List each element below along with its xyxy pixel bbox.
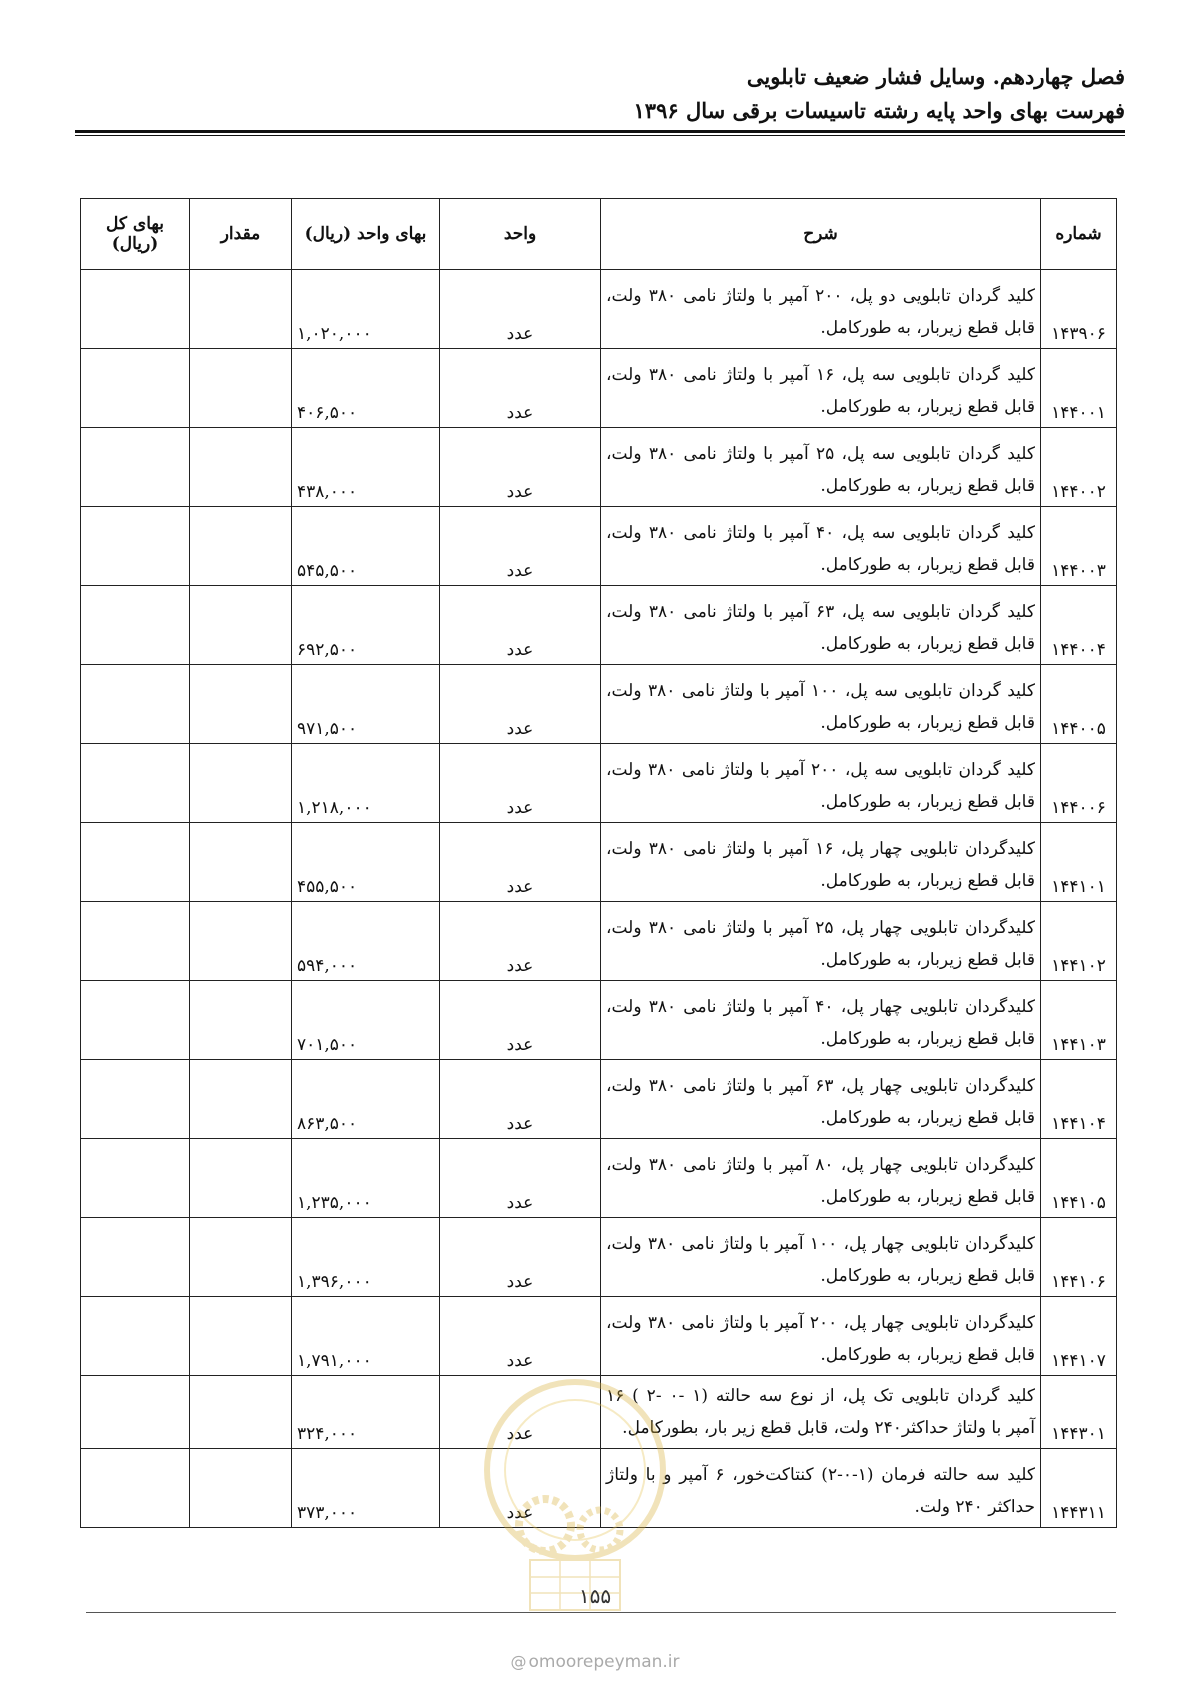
- item-number: ۱۴۴۰۰۳: [1041, 507, 1117, 586]
- table-row: [81, 665, 1117, 744]
- table-row: [81, 744, 1117, 823]
- item-total-price: [81, 1139, 190, 1218]
- at-sign-icon: @: [510, 1652, 527, 1671]
- item-unit-price: ۳۷۳,۰۰۰: [292, 1449, 440, 1528]
- item-unit: عدد: [440, 270, 601, 349]
- column-header-number: شماره: [1041, 199, 1117, 270]
- item-total-price: [81, 981, 190, 1060]
- item-quantity: [190, 1218, 292, 1297]
- table-row: [81, 1139, 1117, 1218]
- item-total-price: [81, 270, 190, 349]
- table-row: [81, 1297, 1117, 1376]
- page-header: [75, 60, 1125, 128]
- item-total-price: [81, 1297, 190, 1376]
- header-rule-thick: [75, 130, 1125, 133]
- item-number: ۱۴۴۱۰۳: [1041, 981, 1117, 1060]
- item-unit-price: ۳۲۴,۰۰۰: [292, 1376, 440, 1449]
- chapter-title: فصل چهاردهم. وسایل فشار ضعیف تابلویی: [746, 64, 1125, 89]
- item-unit-price: ۴۰۶,۵۰۰: [292, 349, 440, 428]
- item-quantity: [190, 428, 292, 507]
- item-unit: عدد: [440, 665, 601, 744]
- item-quantity: [190, 1449, 292, 1528]
- item-unit-price: ۱,۷۹۱,۰۰۰: [292, 1297, 440, 1376]
- item-number: ۱۴۴۳۰۱: [1041, 1376, 1117, 1449]
- item-number: ۱۴۴۱۰۵: [1041, 1139, 1117, 1218]
- item-unit: عدد: [440, 981, 601, 1060]
- item-unit-price: ۱,۲۳۵,۰۰۰: [292, 1139, 440, 1218]
- item-unit: عدد: [440, 586, 601, 665]
- item-number: ۱۴۴۱۰۷: [1041, 1297, 1117, 1376]
- table-row: [81, 428, 1117, 507]
- item-total-price: [81, 586, 190, 665]
- item-number: ۱۴۴۱۰۱: [1041, 823, 1117, 902]
- header-rule-thin: [75, 135, 1125, 136]
- item-quantity: [190, 902, 292, 981]
- item-quantity: [190, 1297, 292, 1376]
- item-description: کلید گردان تابلویی سه پل، ۱۶ آمپر با ولتاژ نامی ۳۸۰ ولت، قابل قطع زیربار، به طورکامل.: [601, 349, 1041, 428]
- item-quantity: [190, 586, 292, 665]
- site-footer[interactable]: [495, 1652, 695, 1672]
- table-header-row: [81, 199, 1117, 270]
- column-header-total-price: بهای کل (ریال): [81, 199, 190, 270]
- item-unit: عدد: [440, 1060, 601, 1139]
- item-unit: عدد: [440, 902, 601, 981]
- item-description: کلید سه حالته فرمان (۱-۰-۲) کنتاکت‌خور، ۶ آمپر و با ولتاژ حداکثر ۲۴۰ ولت.: [601, 1449, 1041, 1528]
- item-quantity: [190, 507, 292, 586]
- item-description: کلیدگردان تابلویی چهار پل، ۱۰۰ آمپر با ولتاژ نامی ۳۸۰ ولت، قابل قطع زیربار، به طورکامل.: [601, 1218, 1041, 1297]
- item-unit: عدد: [440, 507, 601, 586]
- item-unit-price: ۱,۲۱۸,۰۰۰: [292, 744, 440, 823]
- page-number: ۱۵۵: [578, 1584, 612, 1608]
- item-quantity: [190, 665, 292, 744]
- item-description: کلیدگردان تابلویی چهار پل، ۱۶ آمپر با ولتاژ نامی ۳۸۰ ولت، قابل قطع زیربار، به طورکامل.: [601, 823, 1041, 902]
- item-quantity: [190, 349, 292, 428]
- item-description: کلیدگردان تابلویی چهار پل، ۶۳ آمپر با ولتاژ نامی ۳۸۰ ولت، قابل قطع زیربار، به طورکامل.: [601, 1060, 1041, 1139]
- item-unit: عدد: [440, 1449, 601, 1528]
- item-unit: عدد: [440, 1139, 601, 1218]
- item-unit-price: ۱,۳۹۶,۰۰۰: [292, 1218, 440, 1297]
- table-row: [81, 1218, 1117, 1297]
- column-header-unit-price: بهای واحد (ریال): [292, 199, 440, 270]
- item-unit-price: ۴۵۵,۵۰۰: [292, 823, 440, 902]
- item-number: ۱۴۴۰۰۱: [1041, 349, 1117, 428]
- item-number: ۱۴۴۰۰۵: [1041, 665, 1117, 744]
- item-description: کلید گردان تابلویی سه پل، ۴۰ آمپر با ولتاژ نامی ۳۸۰ ولت، قابل قطع زیربار، به طورکامل.: [601, 507, 1041, 586]
- footer-rule: [86, 1612, 1116, 1613]
- item-total-price: [81, 665, 190, 744]
- item-unit: عدد: [440, 349, 601, 428]
- item-total-price: [81, 507, 190, 586]
- item-description: کلید گردان تابلویی تک پل، از نوع سه حالته (۱ -۰ -۲ ) ۱۶ آمپر با ولتاژ حداکثر۲۴۰ ولت، قابل قطع زیر بار، بطورکامل.: [601, 1376, 1041, 1449]
- list-title: فهرست بهای واحد پایه رشته تاسیسات برقی سال ۱۳۹۶: [633, 98, 1125, 123]
- table-row: [81, 586, 1117, 665]
- item-description: کلیدگردان تابلویی چهار پل، ۲۵ آمپر با ولتاژ نامی ۳۸۰ ولت، قابل قطع زیربار، به طورکامل.: [601, 902, 1041, 981]
- item-unit-price: ۱,۰۲۰,۰۰۰: [292, 270, 440, 349]
- table-row: [81, 981, 1117, 1060]
- item-number: ۱۴۴۱۰۴: [1041, 1060, 1117, 1139]
- item-total-price: [81, 349, 190, 428]
- item-total-price: [81, 1060, 190, 1139]
- table-row: [81, 902, 1117, 981]
- item-description: کلید گردان تابلویی سه پل، ۲۵ آمپر با ولتاژ نامی ۳۸۰ ولت، قابل قطع زیربار، به طورکامل.: [601, 428, 1041, 507]
- item-description: کلید گردان تابلویی دو پل، ۲۰۰ آمپر با ولتاژ نامی ۳۸۰ ولت، قابل قطع زیربار، به طورکامل.: [601, 270, 1041, 349]
- site-address[interactable]: omoorepeyman.ir: [528, 1652, 680, 1672]
- item-quantity: [190, 1139, 292, 1218]
- item-total-price: [81, 1376, 190, 1449]
- table-row: [81, 507, 1117, 586]
- item-unit-price: ۹۷۱,۵۰۰: [292, 665, 440, 744]
- column-header-description: شرح: [601, 199, 1041, 270]
- item-description: کلید گردان تابلویی سه پل، ۶۳ آمپر با ولتاژ نامی ۳۸۰ ولت، قابل قطع زیربار، به طورکامل.: [601, 586, 1041, 665]
- table-row: [81, 823, 1117, 902]
- item-total-price: [81, 744, 190, 823]
- item-description: کلیدگردان تابلویی چهار پل، ۲۰۰ آمپر با ولتاژ نامی ۳۸۰ ولت، قابل قطع زیربار، به طورکامل.: [601, 1297, 1041, 1376]
- item-unit: عدد: [440, 744, 601, 823]
- item-unit: عدد: [440, 1376, 601, 1449]
- table-row: [81, 270, 1117, 349]
- item-unit-price: ۴۳۸,۰۰۰: [292, 428, 440, 507]
- item-total-price: [81, 428, 190, 507]
- item-number: ۱۴۴۰۰۲: [1041, 428, 1117, 507]
- item-description: کلید گردان تابلویی سه پل، ۲۰۰ آمپر با ولتاژ نامی ۳۸۰ ولت، قابل قطع زیربار، به طورکامل.: [601, 744, 1041, 823]
- item-quantity: [190, 270, 292, 349]
- item-unit-price: ۶۹۲,۵۰۰: [292, 586, 440, 665]
- table-row: [81, 349, 1117, 428]
- item-number: ۱۴۴۰۰۶: [1041, 744, 1117, 823]
- item-unit: عدد: [440, 1297, 601, 1376]
- item-number: ۱۴۴۱۰۲: [1041, 902, 1117, 981]
- item-number: ۱۴۳۹۰۶: [1041, 270, 1117, 349]
- item-total-price: [81, 1449, 190, 1528]
- item-unit-price: ۸۶۳,۵۰۰: [292, 1060, 440, 1139]
- item-description: کلیدگردان تابلویی چهار پل، ۸۰ آمپر با ولتاژ نامی ۳۸۰ ولت، قابل قطع زیربار، به طورکامل.: [601, 1139, 1041, 1218]
- item-number: ۱۴۴۱۰۶: [1041, 1218, 1117, 1297]
- item-description: کلید گردان تابلویی سه پل، ۱۰۰ آمپر با ولتاژ نامی ۳۸۰ ولت، قابل قطع زیربار، به طورکامل.: [601, 665, 1041, 744]
- item-unit-price: ۵۹۴,۰۰۰: [292, 902, 440, 981]
- item-unit-price: ۵۴۵,۵۰۰: [292, 507, 440, 586]
- item-unit: عدد: [440, 1218, 601, 1297]
- item-quantity: [190, 981, 292, 1060]
- item-quantity: [190, 1060, 292, 1139]
- item-quantity: [190, 1376, 292, 1449]
- item-unit: عدد: [440, 823, 601, 902]
- item-number: ۱۴۴۳۱۱: [1041, 1449, 1117, 1528]
- item-unit: عدد: [440, 428, 601, 507]
- item-quantity: [190, 823, 292, 902]
- item-description: کلیدگردان تابلویی چهار پل، ۴۰ آمپر با ولتاژ نامی ۳۸۰ ولت، قابل قطع زیربار، به طورکامل.: [601, 981, 1041, 1060]
- table-row: [81, 1060, 1117, 1139]
- item-number: ۱۴۴۰۰۴: [1041, 586, 1117, 665]
- item-total-price: [81, 823, 190, 902]
- item-unit-price: ۷۰۱,۵۰۰: [292, 981, 440, 1060]
- column-header-quantity: مقدار: [190, 199, 292, 270]
- price-table: [80, 198, 1117, 1528]
- item-quantity: [190, 744, 292, 823]
- column-header-unit: واحد: [440, 199, 601, 270]
- item-total-price: [81, 902, 190, 981]
- item-total-price: [81, 1218, 190, 1297]
